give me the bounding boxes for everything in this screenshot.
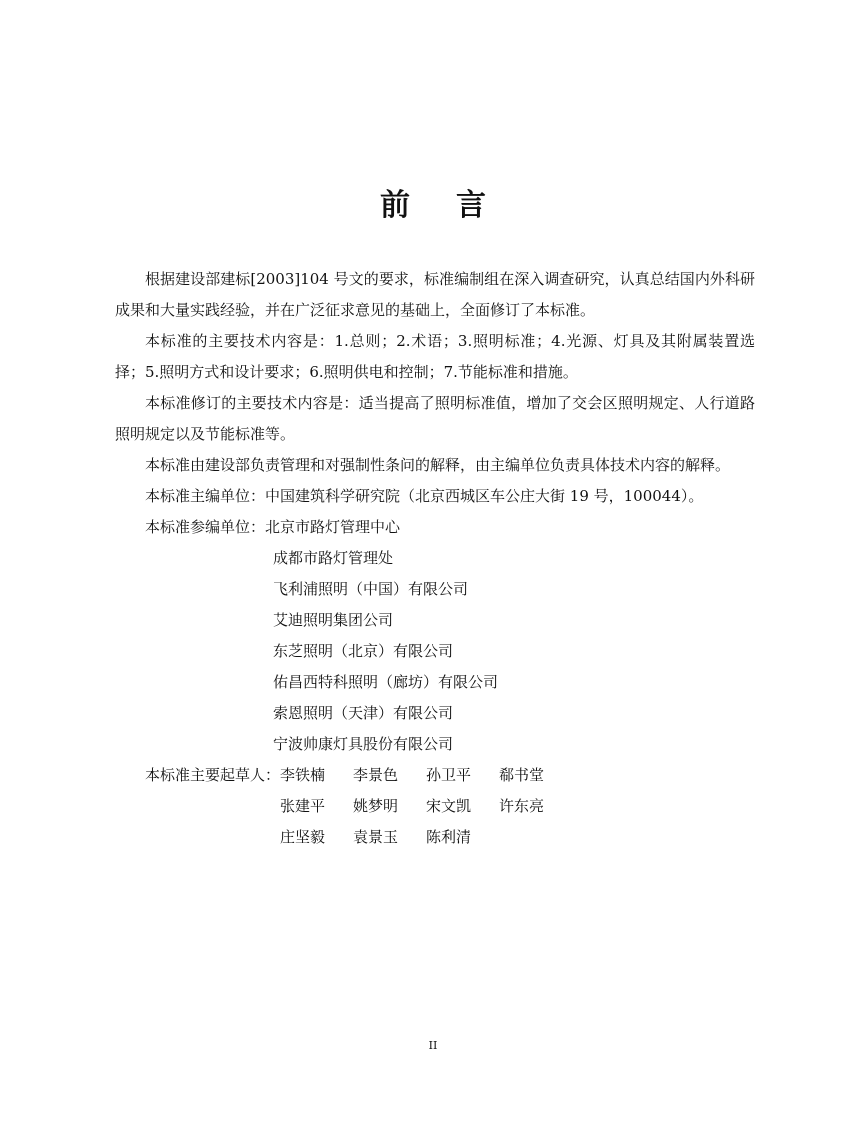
page-title <box>0 180 866 224</box>
title-char-2: 言 <box>456 188 486 223</box>
drafter-name: 许东亮 <box>499 797 545 815</box>
drafters-label: 本标准主要起草人： <box>145 766 281 784</box>
drafter-name: 李景色 <box>353 766 399 784</box>
participating-unit: 东芝照明（北京）有限公司 <box>273 642 454 660</box>
paragraph-revision-content: 本标准修订的主要技术内容是：适当提高了照明标准值，增加了交会区照明规定、人行道路照明规定以及节能标准等。 <box>115 394 755 443</box>
paragraph-chief-unit: 本标准主编单位：中国建筑科学研究院（北京西城区车公庄大街 19 号，100044）。 <box>145 487 704 505</box>
drafter-name: 宋文凯 <box>426 797 472 815</box>
title-char-1: 前 <box>380 188 410 223</box>
drafter-name: 张建平 <box>280 797 326 815</box>
drafter-name: 孙卫平 <box>426 766 472 784</box>
drafter-name: 袁景玉 <box>353 828 399 846</box>
page-number: II <box>428 1039 438 1052</box>
participating-unit: 艾迪照明集团公司 <box>273 611 394 629</box>
drafter-name: 郗书堂 <box>499 766 545 784</box>
drafters-names <box>280 760 572 853</box>
participating-units-row <box>115 512 755 543</box>
drafter-name: 姚梦明 <box>353 797 399 815</box>
paragraph-management: 本标准由建设部负责管理和对强制性条问的解释，由主编单位负责具体技术内容的解释。 <box>145 456 731 474</box>
paragraph-basis: 根据建设部建标[2003]104 号文的要求，标准编制组在深入调查研究，认真总结国内外科研成果和大量实践经验，并在广泛征求意见的基础上，全面修订了本标准。 <box>115 270 755 319</box>
participating-unit: 成都市路灯管理处 <box>273 549 394 567</box>
participating-unit: 飞利浦照明（中国）有限公司 <box>273 580 469 598</box>
participating-unit: 佑昌西特科照明（廊坊）有限公司 <box>273 673 499 691</box>
participating-unit: 北京市路灯管理中心 <box>265 518 401 536</box>
drafter-name: 陈利清 <box>426 828 472 846</box>
preface-body <box>115 264 755 853</box>
drafter-name: 庄坚毅 <box>280 828 326 846</box>
paragraph-main-content: 本标准的主要技术内容是：1.总则；2.术语；3.照明标准；4.光源、灯具及其附属装置选择；5.照明方式和设计要求；6.照明供电和控制；7.节能标准和措施。 <box>115 332 755 381</box>
participating-unit: 宁波帅康灯具股份有限公司 <box>273 735 454 753</box>
participating-units-label: 本标准参编单位： <box>145 518 266 536</box>
participating-units-list <box>115 543 755 760</box>
participating-unit: 索恩照明（天津）有限公司 <box>273 704 454 722</box>
drafter-name: 李铁楠 <box>280 766 326 784</box>
drafters-section <box>115 760 755 853</box>
